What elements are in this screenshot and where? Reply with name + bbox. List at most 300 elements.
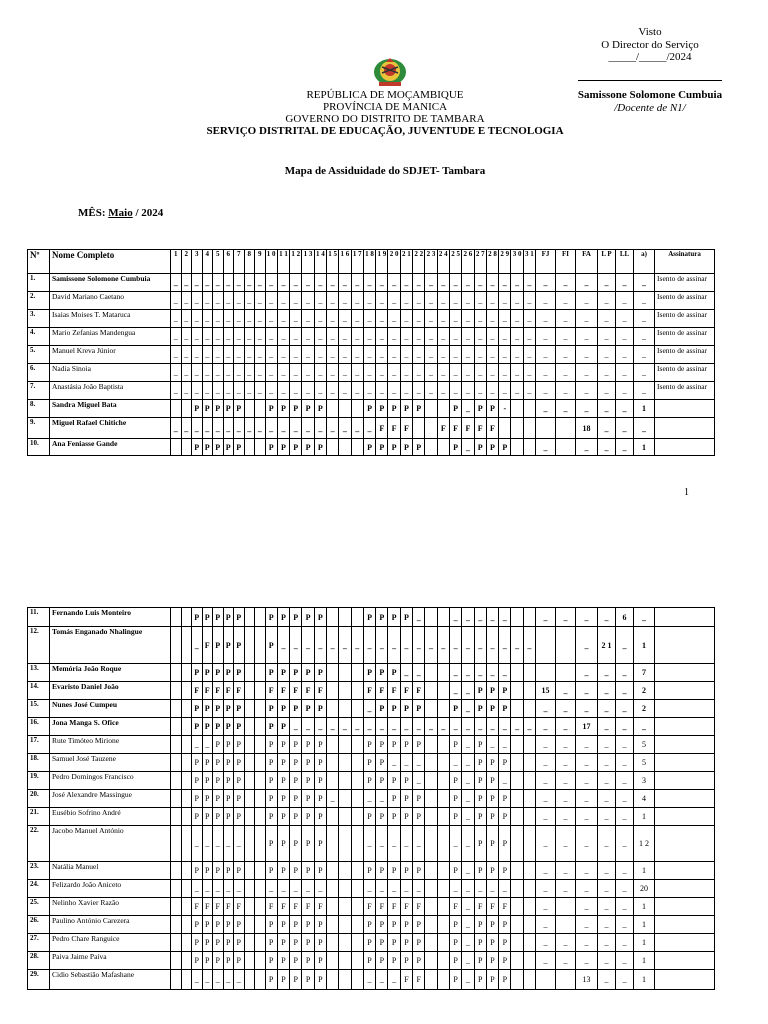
day-cell: F: [474, 898, 486, 916]
cell-a: _: [634, 310, 655, 328]
row-number: 9.: [28, 418, 50, 439]
day-cell: P: [290, 808, 302, 826]
cell-fj: _: [536, 364, 556, 382]
row-name: David Mariano Caetano: [50, 292, 171, 310]
day-cell: _: [462, 916, 474, 934]
day-cell: _: [474, 274, 486, 292]
day-cell: [425, 808, 437, 826]
row-name: Sandra Miguel Bata: [50, 400, 171, 418]
cell-fa: _: [576, 700, 598, 718]
day-cell: P: [234, 439, 245, 456]
day-cell: _: [462, 880, 474, 898]
day-cell: _: [400, 346, 412, 364]
cell-fi: _: [556, 934, 576, 952]
day-cell: P: [302, 952, 314, 970]
day-cell: P: [192, 916, 203, 934]
cell-a: 5: [634, 736, 655, 754]
header-day-25: 2 5: [449, 250, 461, 274]
row-number: 29.: [28, 970, 50, 990]
day-cell: _: [486, 880, 498, 898]
day-cell: _: [499, 310, 511, 328]
day-cell: [351, 772, 363, 790]
cell-lp: _: [598, 310, 616, 328]
day-cell: [339, 608, 351, 627]
day-cell: P: [486, 808, 498, 826]
cell-lp: _: [598, 772, 616, 790]
cell-lp: _: [598, 916, 616, 934]
day-cell: _: [326, 718, 338, 736]
day-cell: _: [265, 418, 277, 439]
day-cell: P: [202, 754, 213, 772]
day-cell: _: [234, 328, 245, 346]
national-emblem-icon: [370, 55, 410, 89]
day-cell: P: [234, 772, 245, 790]
day-cell: P: [265, 664, 277, 682]
header-day-31: 3 1: [523, 250, 535, 274]
day-cell: P: [213, 627, 224, 664]
day-cell: _: [202, 736, 213, 754]
month-year: / 2024: [132, 207, 164, 219]
day-cell: _: [234, 826, 245, 862]
day-cell: _: [523, 627, 535, 664]
day-cell: P: [202, 916, 213, 934]
day-cell: [181, 664, 192, 682]
day-cell: _: [255, 328, 266, 346]
day-cell: _: [437, 346, 449, 364]
day-cell: _: [376, 970, 388, 990]
day-cell: _: [192, 736, 203, 754]
cell-lp: _: [598, 970, 616, 990]
day-cell: P: [400, 608, 412, 627]
day-cell: _: [388, 310, 400, 328]
day-cell: _: [244, 346, 255, 364]
cell-fi: _: [556, 952, 576, 970]
day-cell: _: [339, 292, 351, 310]
day-cell: [425, 664, 437, 682]
header-day-27: 2 7: [474, 250, 486, 274]
day-cell: P: [363, 772, 375, 790]
day-cell: P: [314, 934, 326, 952]
day-cell: _: [326, 627, 338, 664]
day-cell: [326, 439, 338, 456]
day-cell: [351, 970, 363, 990]
day-cell: _: [244, 310, 255, 328]
day-cell: [425, 970, 437, 990]
day-cell: [181, 736, 192, 754]
day-cell: _: [223, 310, 234, 328]
day-cell: P: [486, 862, 498, 880]
cell-fj: _: [536, 608, 556, 627]
day-cell: [181, 400, 192, 418]
day-cell: _: [462, 700, 474, 718]
row-signature: [655, 682, 715, 700]
day-cell: _: [223, 328, 234, 346]
day-cell: _: [486, 364, 498, 382]
day-cell: _: [486, 608, 498, 627]
day-cell: _: [265, 346, 277, 364]
day-cell: P: [234, 736, 245, 754]
day-cell: [255, 952, 266, 970]
day-cell: P: [449, 700, 461, 718]
day-cell: [511, 970, 523, 990]
table-row: [28, 418, 715, 439]
day-cell: _: [255, 292, 266, 310]
day-cell: _: [202, 346, 213, 364]
day-cell: P: [449, 970, 461, 990]
day-cell: _: [192, 364, 203, 382]
day-cell: [244, 916, 255, 934]
day-cell: _: [302, 274, 314, 292]
day-cell: P: [192, 664, 203, 682]
cell-ll: _: [616, 346, 634, 364]
day-cell: [437, 880, 449, 898]
day-cell: [326, 772, 338, 790]
day-cell: _: [171, 292, 182, 310]
day-cell: _: [351, 382, 363, 400]
day-cell: P: [314, 916, 326, 934]
day-cell: [171, 934, 182, 952]
day-cell: [171, 664, 182, 682]
day-cell: P: [413, 916, 425, 934]
day-cell: _: [413, 382, 425, 400]
row-name: Felizardo João Aniceto: [50, 880, 171, 898]
day-cell: _: [290, 880, 302, 898]
day-cell: P: [302, 916, 314, 934]
day-cell: P: [314, 790, 326, 808]
cell-fi: _: [556, 274, 576, 292]
row-signature: [655, 700, 715, 718]
day-cell: P: [314, 808, 326, 826]
cell-ll: _: [616, 700, 634, 718]
cell-fi: _: [556, 754, 576, 772]
cell-ll: _: [616, 664, 634, 682]
table-row: [28, 627, 715, 664]
day-cell: F: [363, 682, 375, 700]
day-cell: [523, 808, 535, 826]
cell-a: 1: [634, 808, 655, 826]
day-cell: [255, 754, 266, 772]
day-cell: _: [314, 880, 326, 898]
day-cell: _: [388, 382, 400, 400]
day-cell: P: [474, 400, 486, 418]
day-cell: [351, 880, 363, 898]
row-number: 16.: [28, 718, 50, 736]
table-row: [28, 346, 715, 364]
attendance-table-1: [27, 249, 715, 456]
day-cell: _: [202, 328, 213, 346]
cell-a: 7: [634, 664, 655, 682]
day-cell: P: [265, 808, 277, 826]
day-cell: F: [192, 898, 203, 916]
day-cell: _: [213, 382, 224, 400]
day-cell: [511, 608, 523, 627]
day-cell: _: [400, 880, 412, 898]
day-cell: _: [388, 328, 400, 346]
day-cell: P: [290, 826, 302, 862]
day-cell: P: [363, 808, 375, 826]
cell-fi: _: [556, 382, 576, 400]
header-day-22: 2 2: [413, 250, 425, 274]
day-cell: P: [302, 439, 314, 456]
cell-fa: _: [576, 826, 598, 862]
day-cell: _: [171, 328, 182, 346]
day-cell: P: [192, 608, 203, 627]
day-cell: [339, 952, 351, 970]
day-cell: P: [400, 808, 412, 826]
header-day-14: 1 4: [314, 250, 326, 274]
day-cell: P: [277, 400, 289, 418]
day-cell: [255, 700, 266, 718]
cell-fi: _: [556, 862, 576, 880]
day-cell: _: [474, 608, 486, 627]
day-cell: [437, 439, 449, 456]
cell-ll: _: [616, 382, 634, 400]
cell-lp: _: [598, 328, 616, 346]
day-cell: [413, 418, 425, 439]
day-cell: _: [302, 418, 314, 439]
day-cell: [437, 934, 449, 952]
day-cell: F: [192, 682, 203, 700]
day-cell: _: [511, 310, 523, 328]
cell-ll: _: [616, 736, 634, 754]
row-signature: [655, 934, 715, 952]
day-cell: P: [213, 700, 224, 718]
day-cell: F: [388, 898, 400, 916]
header-day-4: 4: [202, 250, 213, 274]
row-name: Pedro Domingos Francisco: [50, 772, 171, 790]
day-cell: [171, 772, 182, 790]
day-cell: P: [499, 862, 511, 880]
day-cell: [523, 916, 535, 934]
cell-fa: _: [576, 608, 598, 627]
day-cell: _: [474, 364, 486, 382]
row-number: 26.: [28, 916, 50, 934]
day-cell: _: [181, 418, 192, 439]
cell-fj: _: [536, 898, 556, 916]
day-cell: P: [376, 439, 388, 456]
day-cell: [511, 916, 523, 934]
row-number: 22.: [28, 826, 50, 862]
day-cell: _: [363, 274, 375, 292]
day-cell: P: [265, 400, 277, 418]
day-cell: F: [223, 898, 234, 916]
day-cell: _: [437, 382, 449, 400]
day-cell: F: [413, 898, 425, 916]
day-cell: _: [376, 718, 388, 736]
day-cell: _: [449, 274, 461, 292]
day-cell: _: [474, 310, 486, 328]
day-cell: P: [486, 439, 498, 456]
day-cell: P: [290, 664, 302, 682]
day-cell: P: [376, 808, 388, 826]
day-cell: P: [213, 790, 224, 808]
month-name: Maio: [108, 207, 133, 219]
header-ll: LL: [616, 250, 634, 274]
day-cell: _: [351, 718, 363, 736]
day-cell: F: [474, 418, 486, 439]
day-cell: [523, 736, 535, 754]
day-cell: P: [363, 608, 375, 627]
cell-fa: 18: [576, 418, 598, 439]
day-cell: [511, 772, 523, 790]
day-cell: P: [290, 934, 302, 952]
row-number: 7.: [28, 382, 50, 400]
row-signature: [655, 736, 715, 754]
cell-a: 1: [634, 934, 655, 952]
day-cell: _: [290, 418, 302, 439]
row-number: 11.: [28, 608, 50, 627]
day-cell: _: [192, 310, 203, 328]
day-cell: F: [290, 682, 302, 700]
day-cell: _: [302, 627, 314, 664]
day-cell: P: [290, 754, 302, 772]
row-signature: [655, 790, 715, 808]
day-cell: [326, 898, 338, 916]
day-cell: [326, 880, 338, 898]
header-day-10: 1 0: [265, 250, 277, 274]
cell-fj: 15: [536, 682, 556, 700]
day-cell: P: [290, 790, 302, 808]
day-cell: F: [202, 898, 213, 916]
day-cell: P: [400, 400, 412, 418]
day-cell: P: [499, 790, 511, 808]
cell-a: 1: [634, 970, 655, 990]
day-cell: _: [413, 608, 425, 627]
day-cell: _: [302, 382, 314, 400]
day-cell: P: [474, 952, 486, 970]
day-cell: [171, 898, 182, 916]
row-number: 15.: [28, 700, 50, 718]
row-signature: [655, 826, 715, 862]
day-cell: F: [388, 418, 400, 439]
day-cell: _: [449, 718, 461, 736]
day-cell: _: [462, 274, 474, 292]
day-cell: _: [202, 274, 213, 292]
day-cell: P: [363, 862, 375, 880]
day-cell: _: [290, 382, 302, 400]
day-cell: _: [486, 274, 498, 292]
day-cell: _: [437, 364, 449, 382]
day-cell: _: [314, 418, 326, 439]
cell-lp: _: [598, 418, 616, 439]
cell-fa: _: [576, 439, 598, 456]
day-cell: _: [437, 627, 449, 664]
day-cell: P: [363, 400, 375, 418]
day-cell: P: [277, 862, 289, 880]
day-cell: F: [376, 418, 388, 439]
day-cell: P: [202, 439, 213, 456]
day-cell: _: [511, 364, 523, 382]
day-cell: _: [265, 328, 277, 346]
row-name: Nelinho Xavier Razão: [50, 898, 171, 916]
day-cell: P: [449, 439, 461, 456]
day-cell: F: [449, 418, 461, 439]
cell-ll: _: [616, 862, 634, 880]
day-cell: _: [474, 664, 486, 682]
day-cell: [425, 772, 437, 790]
day-cell: P: [223, 916, 234, 934]
day-cell: [339, 826, 351, 862]
day-cell: P: [388, 736, 400, 754]
day-cell: _: [265, 382, 277, 400]
day-cell: _: [511, 328, 523, 346]
day-cell: P: [486, 790, 498, 808]
cell-a: _: [634, 346, 655, 364]
day-cell: [425, 700, 437, 718]
cell-a: 4: [634, 790, 655, 808]
row-number: 6.: [28, 364, 50, 382]
day-cell: P: [449, 790, 461, 808]
visto-label: Visto: [638, 26, 662, 38]
day-cell: [437, 772, 449, 790]
day-cell: [339, 400, 351, 418]
cell-fi: _: [556, 310, 576, 328]
day-cell: _: [413, 664, 425, 682]
cell-fa: _: [576, 292, 598, 310]
header-name: Nome Completo: [50, 250, 171, 274]
day-cell: [351, 400, 363, 418]
day-cell: P: [302, 934, 314, 952]
day-cell: P: [192, 754, 203, 772]
day-cell: P: [413, 400, 425, 418]
day-cell: [255, 439, 266, 456]
day-cell: P: [234, 790, 245, 808]
attendance-table-2: [27, 607, 715, 990]
day-cell: _: [244, 382, 255, 400]
day-cell: _: [437, 292, 449, 310]
day-cell: _: [202, 418, 213, 439]
day-cell: _: [314, 382, 326, 400]
day-cell: [339, 736, 351, 754]
day-cell: _: [462, 292, 474, 310]
day-cell: _: [171, 418, 182, 439]
header-day-3: 3: [192, 250, 203, 274]
day-cell: _: [339, 382, 351, 400]
row-name: Nadia Sinoia: [50, 364, 171, 382]
day-cell: _: [449, 310, 461, 328]
cell-a: 1: [634, 916, 655, 934]
day-cell: F: [290, 898, 302, 916]
day-cell: [425, 418, 437, 439]
day-cell: [511, 700, 523, 718]
row-signature: [655, 898, 715, 916]
day-cell: _: [213, 418, 224, 439]
day-cell: F: [400, 682, 412, 700]
day-cell: P: [499, 754, 511, 772]
day-cell: [244, 664, 255, 682]
day-cell: P: [277, 439, 289, 456]
day-cell: P: [400, 790, 412, 808]
day-cell: P: [314, 664, 326, 682]
day-cell: P: [213, 439, 224, 456]
day-cell: _: [437, 718, 449, 736]
day-cell: _: [363, 310, 375, 328]
day-cell: _: [213, 826, 224, 862]
day-cell: _: [363, 328, 375, 346]
day-cell: _: [388, 346, 400, 364]
day-cell: _: [339, 274, 351, 292]
table-row: [28, 700, 715, 718]
day-cell: [523, 970, 535, 990]
signatory-role: /Docente de N1/: [614, 102, 686, 114]
day-cell: _: [523, 382, 535, 400]
cell-fa: _: [576, 364, 598, 382]
day-cell: _: [265, 364, 277, 382]
cell-ll: _: [616, 418, 634, 439]
day-cell: P: [265, 718, 277, 736]
day-cell: _: [244, 328, 255, 346]
day-cell: _: [523, 718, 535, 736]
